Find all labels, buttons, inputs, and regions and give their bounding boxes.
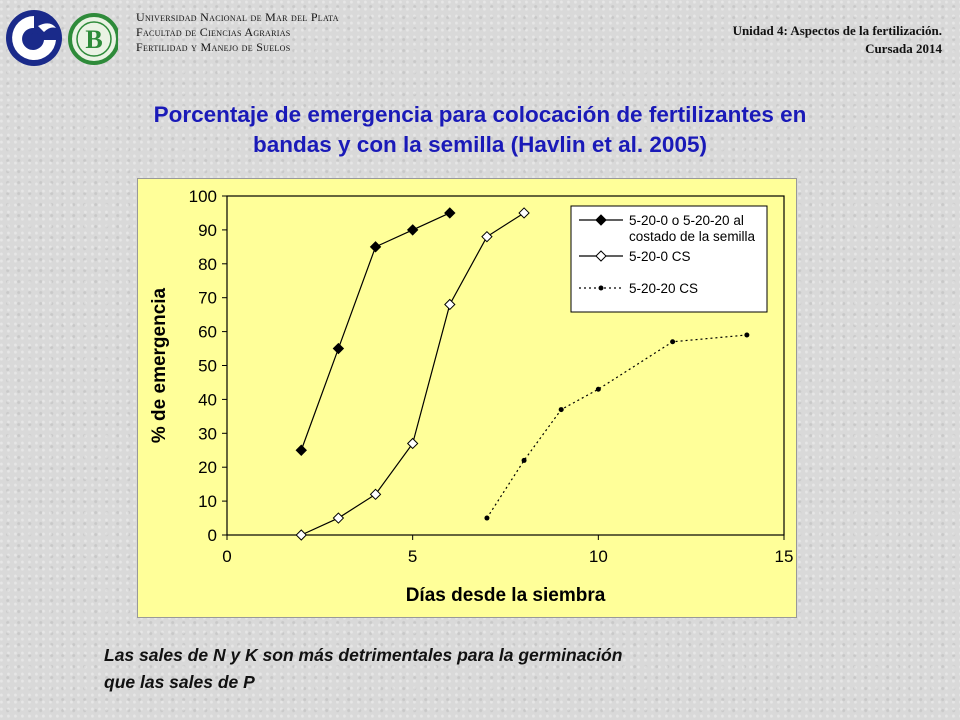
x-tick-label: 10: [588, 547, 608, 566]
y-tick-label: 100: [188, 187, 217, 206]
legend-label-1: 5-20-0 o 5-20-20 al: [629, 213, 744, 228]
footer-line-1: Las sales de N y K son más detrimentales para la germinación: [104, 645, 623, 665]
fca-seal: [70, 15, 118, 63]
series-3-point: [522, 458, 527, 463]
series-3-point: [744, 332, 749, 337]
legend-label-1: costado de la semilla: [629, 229, 756, 244]
unit-title: Unidad 4: Aspectos de la fertilización.: [732, 23, 942, 38]
legend-marker-3: [599, 286, 604, 291]
series-3-point: [596, 387, 601, 392]
term-label: Cursada 2014: [865, 41, 942, 56]
series-3-point: [559, 407, 564, 412]
university-name: Universidad Nacional de Mar del Plata: [136, 10, 339, 24]
y-tick-label: 40: [198, 390, 217, 410]
seal-letter: B: [85, 25, 103, 54]
y-tick-label: 30: [198, 424, 217, 444]
faculty-name: Facultad de Ciencias Agrarias: [136, 25, 291, 39]
footer-line-2: que las sales de P: [104, 672, 255, 692]
slide-title: [40, 100, 920, 160]
y-tick-label: 70: [198, 288, 217, 308]
y-axis-label: % de emergencia: [149, 287, 170, 444]
x-tick-label: 15: [774, 547, 794, 566]
unit-header: [733, 22, 942, 58]
x-tick-label: 0: [222, 547, 232, 566]
series-3-point: [670, 339, 675, 344]
emergence-chart: [137, 178, 797, 618]
institution-header: [136, 10, 339, 55]
y-tick-label: 50: [198, 356, 217, 376]
y-tick-label: 20: [198, 458, 217, 478]
logos: [4, 6, 118, 72]
y-tick-label: 0: [207, 526, 217, 545]
course-name: Fertilidad y Manejo de Suelos: [136, 40, 291, 54]
unmdp-logo: [6, 10, 62, 66]
x-axis-label: Días desde la siembra: [405, 585, 606, 606]
legend-label-3: 5-20-20 CS: [629, 281, 699, 296]
footer-note: [104, 642, 622, 696]
series-3-point: [484, 516, 489, 521]
legend-label-2: 5-20-0 CS: [629, 249, 691, 264]
y-tick-label: 10: [198, 492, 217, 512]
title-line-2: bandas y con la semilla (Havlin et al. 2005): [253, 132, 707, 157]
title-line-1: Porcentaje de emergencia para colocación de fertilizantes en: [153, 102, 807, 127]
y-tick-label: 90: [198, 220, 217, 240]
y-tick-label: 60: [198, 322, 217, 342]
x-tick-label: 5: [407, 547, 418, 566]
logo-images: [4, 6, 118, 72]
y-tick-label: 80: [198, 254, 217, 274]
chart-svg: [137, 178, 797, 618]
